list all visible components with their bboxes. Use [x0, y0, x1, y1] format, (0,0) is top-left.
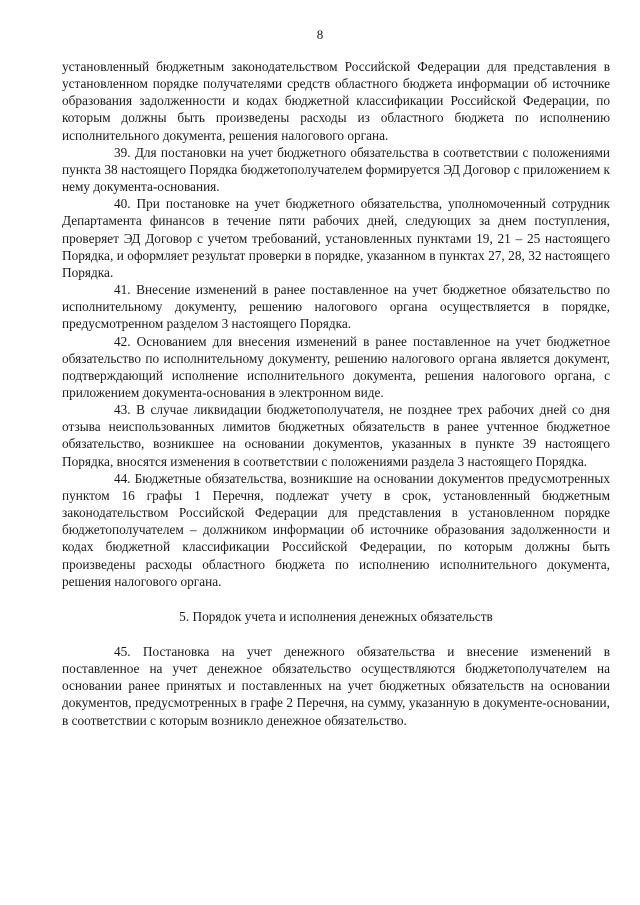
- paragraph-41: 41. Внесение изменений в ранее поставленное на учет бюджетное обязательство по исполнительному документу, решению налогового органа осуществляется в порядке, предусмотренном разделом 3 настоящего Порядка.: [62, 282, 610, 332]
- paragraph-continuation: установленный бюджетным законодательством Российской Федерации для представления в установленном порядке получателями средств областного бюджета информации об источнике образования задолженности и кодах бюджетной классификации Российской Федерации, по которым должны быть произведены расходы из областного бюджета по исполнению исполнительного документа, решения налогового органа.: [62, 59, 610, 143]
- paragraph-42: 42. Основанием для внесения изменений в ранее поставленное на учет бюджетное обязательство по исполнительному документу, решению налогового органа является документ, подтверждающий исполнение исполнительного документа, решения налогового органа, с приложением документа-основания в электронном виде.: [62, 333, 610, 400]
- paragraph-39: 39. Для постановки на учет бюджетного обязательства в соответствии с положениями пункта 38 настоящего Порядка бюджетополучателем формируется ЭД Договор с приложением к нему документа-основания.: [62, 144, 610, 195]
- document-body: [62, 58, 610, 729]
- section-heading: 5. Порядок учета и исполнения денежных обязательств: [179, 608, 493, 624]
- paragraph-45: 45. Постановка на учет денежного обязательства и внесение изменений в поставленное на учет денежное обязательство осуществляются бюджетополучателем на основании ранее принятых и поставленных на учет бюджетных обязательств на основании документов, предусмотренных в графе 2 Перечня, на сумму, указанную в документе-основании, в соответствии с которым возникло денежное обязательство.: [62, 644, 610, 728]
- paragraph-44: 44. Бюджетные обязательства, возникшие на основании документов предусмотренных пунктом 16 графы 1 Перечня, подлежат учету в срок, установленный бюджетным законодательством Российской Федерации для представления в установленном порядке бюджетополучателем – должником информации об источнике образования задолженности и кодах бюджетной классификации Российской Федерации, по которым должны быть произведены расходы областного бюджета по исполнению исполнительного документа, решения налогового органа.: [62, 470, 610, 589]
- paragraph-40: 40. При постановке на учет бюджетного обязательства, уполномоченный сотрудник Департамента финансов в течение пяти рабочих дней, следующих за днем поступления, проверяет ЭД Договор с учетом требований, установленных пунктами 19, 21 – 25 настоящего Порядка, и оформляет результат проверки в порядке, указанном в пунктах 27, 28, 32 настоящего Порядка.: [62, 196, 610, 280]
- paragraph-43: 43. В случае ликвидации бюджетополучателя, не позднее трех рабочих дней со дня отзыва неиспользованных лимитов бюджетных обязательств в ранее учтенное бюджетное обязательство, возникшее на основании документов, указанных в пункте 39 настоящего Порядка, вносятся изменения в соответствии с положениями раздела 3 настоящего Порядка.: [62, 402, 610, 469]
- page-number: 8: [316, 27, 324, 42]
